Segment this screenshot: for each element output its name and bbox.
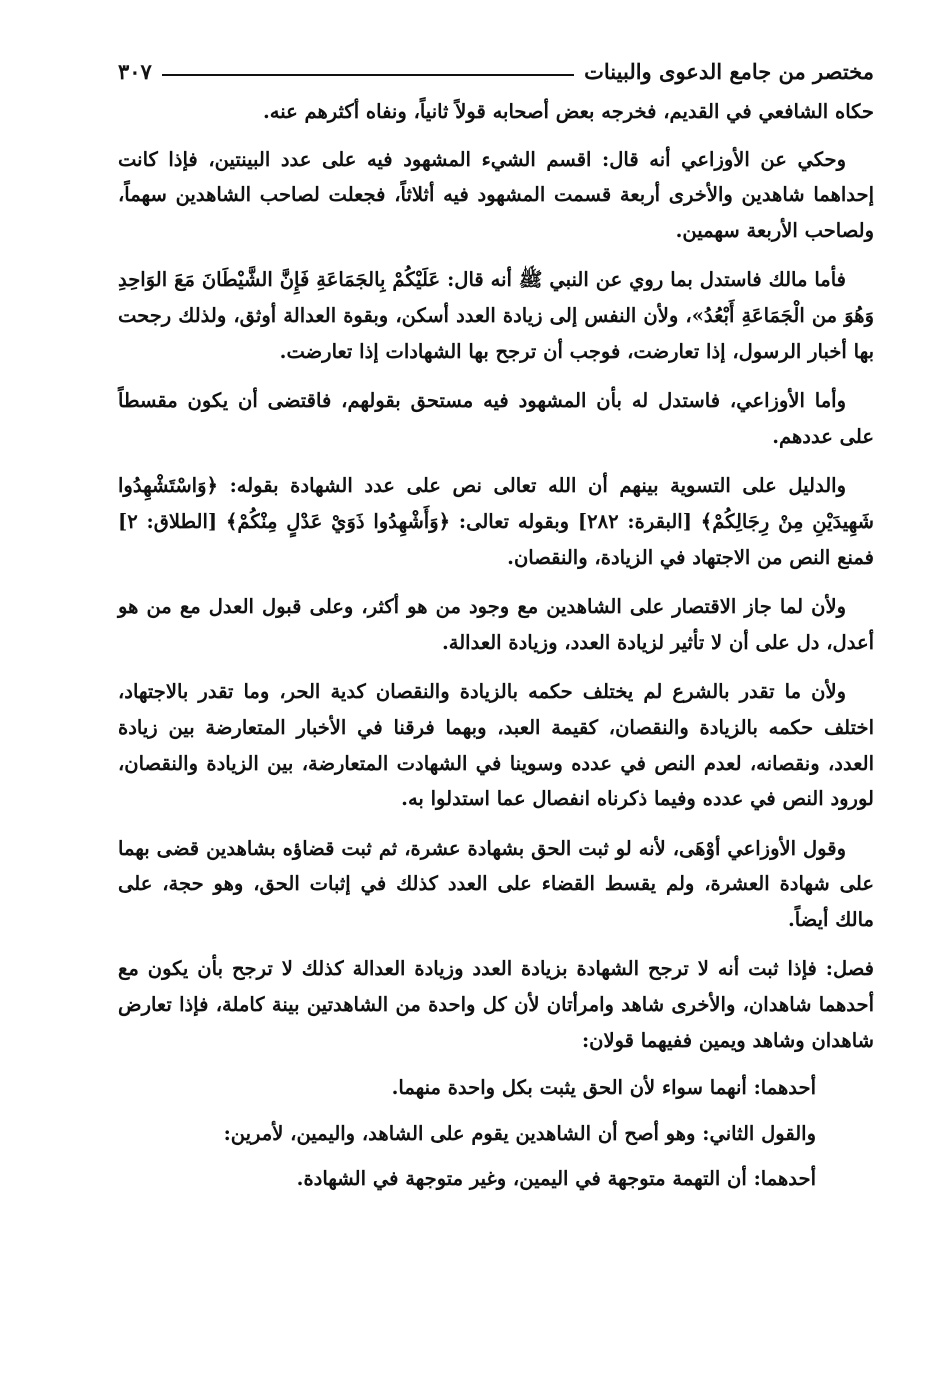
header-rule <box>162 74 574 76</box>
paragraph-awzai-evidence: وأما الأوزاعي، فاستدل له بأن المشهود فيه مستحق بقولهم، فاقتضى أن يكون مقسطاً على عددهم. <box>118 389 874 448</box>
paragraph-sharia-measure: ولأن ما تقدر بالشرع لم يختلف حكمه بالزيادة والنقصان كدية الحر، وما تقدر بالاجتهاد، اختلف حكمه بالزيادة والنقصان، كقيمة العبد، وبهما فرقنا في الأخبار المتعارضة بين زيادة العدد، ونقصانه، لعدم النص في عدده وسوينا في الشهادت المتعارضة، بين الزيادة والنقصان، لورود النص في عدده وفيما ذكرناه انفصال عما استدلوا به. <box>118 680 874 811</box>
paragraph-sufficiency: ولأن لما جاز الاقتصار على الشاهدين مع وجود من هو أكثر، وعلى قبول العدل مع من هو أعدل، دل على أن لا تأثير لزيادة العدد، وزيادة العدالة. <box>118 595 874 654</box>
running-title: مختصر من جامع الدعوى والبينات <box>584 58 874 84</box>
quran-verse: ﴿وَاسْتَشْهِدُوا شَهِيدَيْنِ مِنْ رِجَالِكُمْ﴾ <box>118 474 874 533</box>
paragraph-equality-evidence <box>118 468 874 575</box>
verse-reference: [البقرة: ٢٨٢] وبقوله تعالى: <box>450 509 701 533</box>
running-header <box>118 54 874 88</box>
paragraph-fasl <box>118 951 874 1058</box>
page-number: ٣٠٧ <box>118 58 152 84</box>
paragraph-text: أنهما سواء لأن الحق يثبت بكل واحدة منهما. <box>391 1076 754 1100</box>
paragraph-text: فأما مالك فاستدل بما روي عن النبي ﷺ أنه قال: <box>440 268 847 292</box>
opinion-first <box>118 1070 874 1106</box>
opinion-lead: أحدهما: <box>753 1076 816 1100</box>
paragraph-malik-evidence <box>118 262 874 369</box>
page-body <box>118 94 874 1207</box>
paragraph-text: وهو أصح أن الشاهدين يقوم على الشاهد، واليمين، لأمرين: <box>223 1121 703 1145</box>
paragraph-text: أن التهمة متوجهة في اليمين، وغير متوجهة في الشهادة. <box>296 1167 754 1191</box>
paragraph-text: ، ولأن النفس إلى زيادة العدد أسكن، وبقوة العدالة أوثق، ولذلك رجحت بها أخبار الرسول، إذا تعارضت، فوجب أن ترجح بها الشهادات إذا تعارضت. <box>118 303 874 363</box>
opinion-lead: والقول الثاني: <box>702 1121 816 1145</box>
opinion-second <box>118 1116 874 1152</box>
paragraph-text: فإذا ثبت أنه لا ترجح الشهادة بزيادة العدد وزيادة العدالة كذلك لا ترجح بأن يكون مع أحدهما شاهدان، والأخرى شاهد وامرأتان لأن كل واحدة من الشاهدتين بينة كاملة، فإذا تعارض شاهدان وشاهد ويمين ففيهما قولان: <box>118 957 874 1052</box>
paragraph-continuation: حكاه الشافعي في القديم، فخرجه بعض أصحابه قولاً ثانياً، ونفاه أكثرهم عنه. <box>262 100 874 123</box>
verse-reference: [الطلاق: ٢] فمنع النص من الاجتهاد في الزيادة، والنقصان. <box>118 509 874 569</box>
paragraph-awzai-opinion: وحكي عن الأوزاعي أنه قال: اقسم الشيء المشهود فيه على عدد البينتين، فإذا كانت إحداهما شاهدين والأخرى أربعة قسمت المشهود فيه أثلاثاً، فجعلت لصاحب الشاهدين سهماً، ولصاحب الأربعة سهمين. <box>118 147 874 242</box>
paragraph-text: والدليل على التسوية بينهم أن الله تعالى نص على عدد الشهادة بقوله: <box>217 474 846 498</box>
hadith-quote: عَلَيْكُمْ بِالجَمَاعَةِ فَإِنَّ الشَّيْطَانَ مَعَ الوَاحِدِ وَهُوَ من الْجَمَاعَةِ أَبْعُدُ» <box>118 268 874 327</box>
paragraph-awzai-refutation: وقول الأوزاعي أوْهَى، لأنه لو ثبت الحق بشهادة عشرة، ثم ثبت قضاؤه بشاهدين قضى بهما على شهادة العشرة، ولم يقسط القضاء على العدد كذلك في إثبات الحق، وهو حجة، على مالك أيضاً. <box>118 836 874 931</box>
reason-first <box>118 1161 874 1197</box>
section-lead: فصل: <box>825 957 874 981</box>
reason-lead: أحدهما: <box>753 1167 816 1191</box>
quran-verse: ﴿وَأَشْهِدُوا ذَوَيْ عَدْلٍ مِنْكُمْ﴾ <box>225 509 451 533</box>
